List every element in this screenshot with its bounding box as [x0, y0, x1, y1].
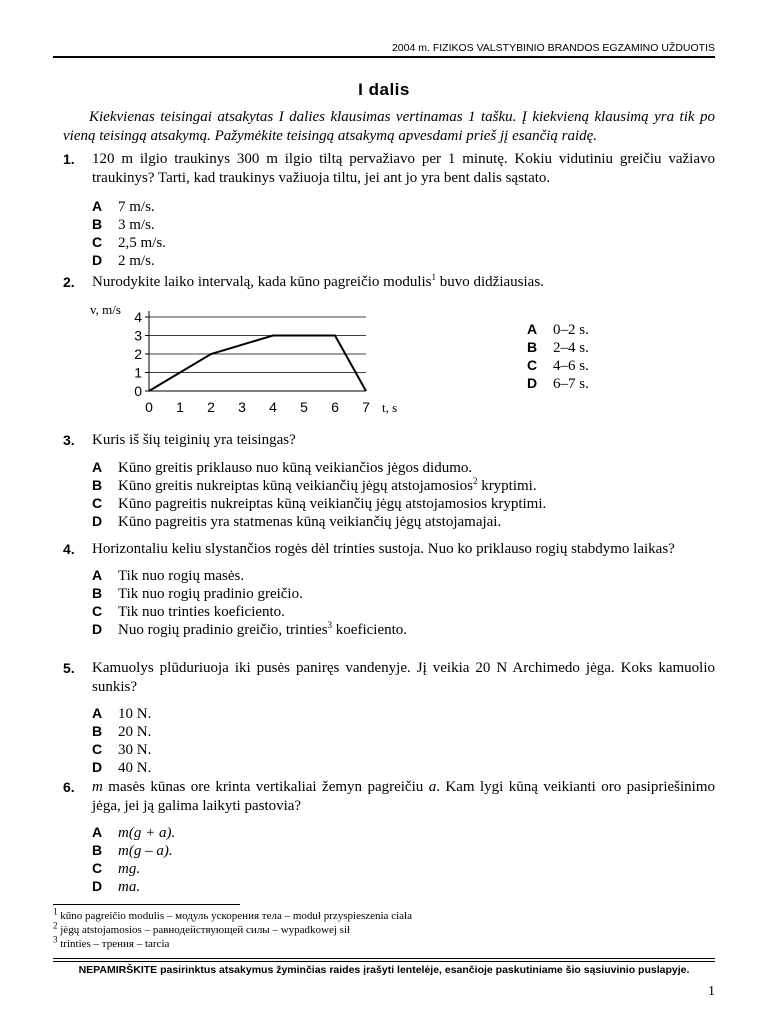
bottom-rule	[53, 961, 715, 962]
option-text: m(g + a).	[118, 825, 176, 841]
option-text: mg.	[118, 861, 141, 877]
option-letter: C	[92, 860, 103, 876]
option-c[interactable]	[92, 740, 715, 758]
y-tick-label: 2	[134, 346, 142, 362]
question-3	[63, 431, 715, 530]
option-letter: A	[92, 567, 103, 583]
option-a[interactable]	[92, 458, 715, 476]
option-text: Kūno pagreitis nukreiptas kūną veikiančių jėgų atstojamosios kryptimi.	[118, 496, 547, 512]
option-text: Tik nuo trinties koeficiento.	[118, 604, 285, 620]
y-tick-label: 3	[134, 327, 142, 344]
option-text: 2 m/s.	[118, 253, 155, 269]
y-tick-label: 0	[134, 383, 142, 399]
option-a[interactable]	[92, 704, 715, 722]
footnote-2: $^2$ jėgų atstojamosios – равнодействующей силы – wypadkowej sił	[53, 920, 351, 936]
option-text: 2–4 s.	[553, 340, 589, 356]
option-letter: D	[527, 375, 538, 391]
header-title: 2004 m. FIZIKOS VALSTYBINIO BRANDOS EGZAMINO UŽDUOTIS	[391, 42, 715, 54]
option-letter: C	[92, 234, 103, 250]
x-tick-label: 4	[269, 399, 277, 415]
option-a[interactable]	[527, 320, 677, 338]
bottom-rule	[53, 958, 715, 959]
question-5	[63, 659, 715, 776]
option-c[interactable]	[92, 233, 715, 251]
option-b[interactable]	[92, 841, 715, 859]
question-number: 5.	[63, 660, 75, 676]
section-title: I dalis	[358, 80, 410, 99]
x-tick-label: 5	[300, 399, 308, 415]
option-a[interactable]	[92, 566, 715, 584]
velocity-time-chart	[88, 298, 408, 420]
option-c[interactable]	[92, 602, 715, 620]
question-text: m masės kūnas ore krinta vertikaliai žemyn pagreičiu a. Kam lygi kūną veikianti oro pasipriešinimo jėga, jei ją galima laikyti pastovia?	[92, 779, 715, 814]
question-number: 1.	[63, 151, 75, 167]
option-letter: A	[92, 705, 103, 721]
x-tick-label: 3	[238, 399, 246, 415]
question-text: Kuris iš šių teiginių yra teisingas?	[92, 432, 296, 448]
footnote-3: $^3$ trinties – трения – tarcia	[53, 934, 170, 950]
option-d[interactable]	[92, 512, 715, 530]
question-number: 2.	[63, 274, 75, 290]
option-b[interactable]	[527, 338, 677, 356]
option-text: Kūno pagreitis yra statmenas kūną veikiančių jėgų atstojamajai.	[118, 514, 502, 530]
option-letter: D	[92, 621, 103, 637]
option-text: 7 m/s.	[118, 199, 155, 215]
option-letter: A	[527, 321, 538, 337]
option-text: Nuo rogių pradinio greičio, trinties$^3$ koeficiento.	[118, 620, 408, 638]
option-b[interactable]	[92, 476, 715, 494]
option-text: m(g – a).	[118, 843, 173, 859]
option-text: Tik nuo rogių masės.	[118, 568, 245, 584]
option-d[interactable]	[92, 877, 715, 895]
option-letter: C	[527, 357, 538, 373]
question-1	[63, 150, 715, 269]
question-number: 3.	[63, 432, 75, 448]
option-d[interactable]	[92, 251, 715, 269]
velocity-series-line	[149, 336, 366, 392]
option-text: 30 N.	[118, 742, 152, 758]
question-number: 6.	[63, 779, 75, 795]
option-d[interactable]	[527, 374, 677, 392]
x-tick-label: 1	[176, 399, 184, 415]
y-tick-label: 1	[134, 364, 142, 381]
option-a[interactable]	[92, 197, 715, 215]
option-letter: D	[92, 759, 103, 775]
answer-notice: NEPAMIRŠKITE pasirinktus atsakymus žyminčias raides įrašyti lentelėje, esančioje paskutiniame šio sąsiuvinio puslapyje.	[78, 964, 690, 976]
option-text: 40 N.	[118, 760, 152, 776]
option-letter: C	[92, 741, 103, 757]
option-letter: A	[92, 459, 103, 475]
option-text: ma.	[118, 879, 141, 895]
question-text: Nurodykite laiko intervalą, kada kūno pagreičio modulis$^1$ buvo didžiausias.	[92, 272, 544, 290]
option-text: 4–6 s.	[553, 358, 589, 374]
option-c[interactable]	[92, 494, 715, 512]
x-tick-label: 6	[331, 399, 339, 415]
question-text: Kamuolys plūduriuoja iki pusės paniręs vandenyje. Jį veikia 20 N Archimedo jėga. Koks kamuolio sunkis?	[92, 660, 715, 695]
option-text: Tik nuo rogių pradinio greičio.	[118, 586, 303, 602]
option-text: 10 N.	[118, 706, 152, 722]
x-tick-label: 2	[207, 399, 215, 415]
option-text: 6–7 s.	[553, 376, 589, 392]
intro-text: Kiekvienas teisingai atsakytas I dalies klausimas vertinamas 1 tašku. Į kiekvieną klausimą yra tik po vieną teisingą atsakymą. Pažymėkite teisingą atsakymą apvesdami prieš jį esančią raidę.	[63, 109, 715, 144]
question-text: 120 m ilgio traukinys 300 m ilgio tiltą pervažiavo per 1 minutę. Kokiu vidutiniu greičiu važiavo traukinys? Tarti, kad traukinys važiuoja tiltu, jei ant jo yra bent dalis sąstato.	[92, 151, 715, 186]
option-text: 20 N.	[118, 724, 152, 740]
question-number: 4.	[63, 541, 75, 557]
option-text: Kūno greitis nukreiptas kūną veikiančių jėgų atstojamosios$^2$ kryptimi.	[118, 476, 537, 494]
option-text: Kūno greitis priklauso nuo kūną veikiančios jėgos didumo.	[118, 460, 473, 476]
option-text: 2,5 m/s.	[118, 235, 166, 251]
question-text: Horizontaliu keliu slystančios rogės dėl trinties sustoja. Nuo ko priklauso rogių stabdymo laikas?	[92, 541, 675, 557]
option-letter: B	[92, 216, 103, 232]
option-a[interactable]	[92, 823, 715, 841]
y-axis-label: v, m/s	[90, 302, 121, 317]
x-tick-label: 0	[145, 399, 153, 415]
option-letter: D	[92, 513, 103, 529]
x-tick-label: 7	[362, 399, 370, 415]
footnote-1: $^1$ kūno pagreičio modulis – модуль ускорения тела – moduł przyspieszenia ciała	[53, 906, 412, 922]
option-d[interactable]	[92, 758, 715, 776]
option-letter: B	[92, 723, 103, 739]
question-6	[63, 778, 715, 895]
option-text: 0–2 s.	[553, 322, 589, 338]
option-letter: B	[92, 842, 103, 858]
option-letter: B	[527, 339, 538, 355]
page-number: 1	[708, 984, 715, 999]
y-tick-label: 4	[134, 309, 142, 325]
option-letter: C	[92, 495, 103, 511]
option-letter: B	[92, 477, 103, 493]
x-axis-label: t, s	[382, 400, 398, 415]
option-c[interactable]	[527, 356, 677, 374]
question-2-options	[527, 320, 677, 392]
header-rule	[53, 56, 715, 58]
option-letter: D	[92, 878, 103, 894]
footnote-rule	[53, 904, 240, 905]
option-d[interactable]	[92, 620, 715, 638]
option-letter: D	[92, 252, 103, 268]
option-c[interactable]	[92, 859, 715, 877]
option-letter: B	[92, 585, 103, 601]
option-letter: A	[92, 824, 103, 840]
question-2	[63, 273, 715, 292]
option-text: 3 m/s.	[118, 217, 155, 233]
question-4	[63, 540, 715, 638]
option-letter: C	[92, 603, 103, 619]
option-b[interactable]	[92, 722, 715, 740]
option-b[interactable]	[92, 584, 715, 602]
option-letter: A	[92, 198, 103, 214]
option-b[interactable]	[92, 215, 715, 233]
